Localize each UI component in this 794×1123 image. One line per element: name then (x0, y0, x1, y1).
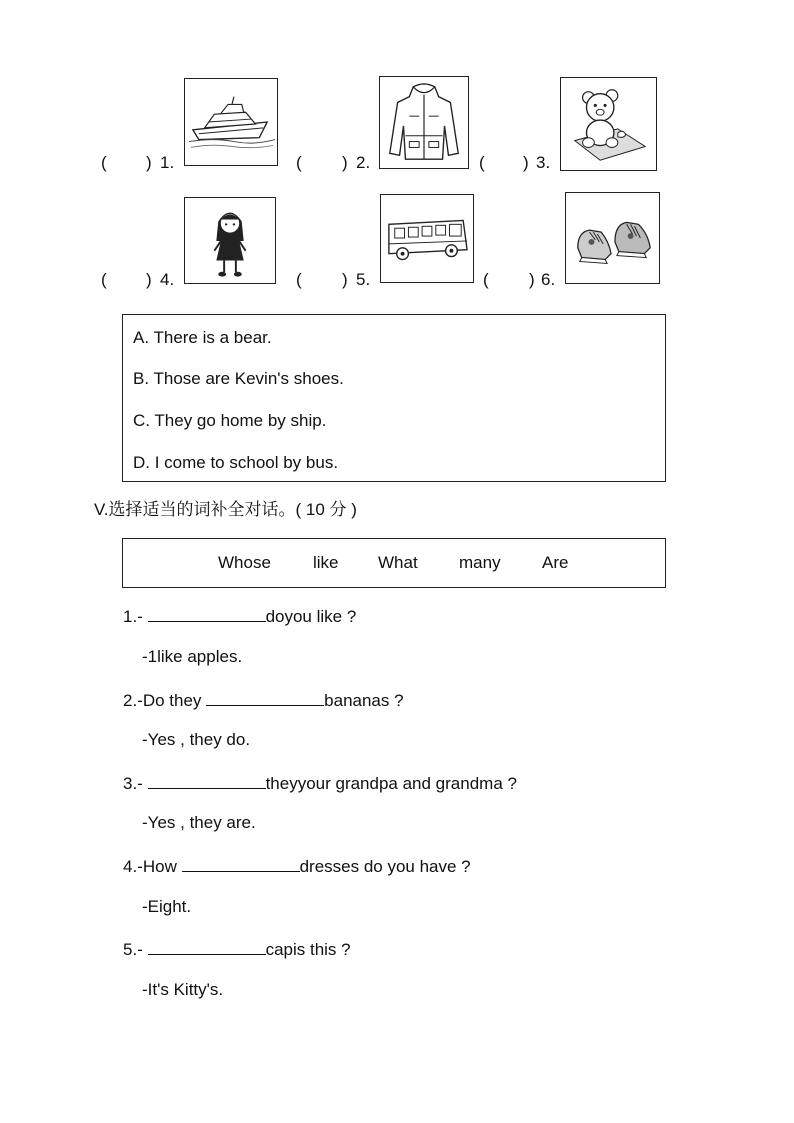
word-bank-item: Are (542, 553, 569, 572)
answer-4: -Eight. (142, 897, 192, 916)
answer-blank[interactable] (148, 772, 266, 789)
item-number: 1. (160, 153, 175, 172)
word-bank-item: What (378, 553, 418, 572)
option-d: D. I come to school by bus. (133, 453, 339, 472)
open-paren: ( (483, 270, 489, 289)
question-prefix: 1.- (123, 607, 148, 626)
close-paren: ) (342, 153, 348, 172)
word-bank-item: Whose (218, 553, 271, 572)
answer-blank[interactable] (148, 605, 266, 622)
jacket-icon (379, 76, 469, 169)
word-bank-item: many (459, 553, 501, 572)
shoes-icon (565, 192, 660, 284)
open-paren: ( (101, 153, 107, 172)
item-number: 6. (541, 270, 556, 289)
open-paren: ( (296, 270, 302, 289)
option-c: C. They go home by ship. (133, 411, 327, 430)
answer-2: -Yes , they do. (142, 730, 251, 749)
close-paren: ) (146, 270, 152, 289)
answer-5: -It's Kitty's. (142, 980, 224, 999)
word-bank-item: like (313, 553, 339, 572)
answer-1: -1like apples. (142, 647, 243, 666)
question-2 (123, 689, 404, 711)
open-paren: ( (296, 153, 302, 172)
question-suffix: doyou like ? (265, 607, 357, 626)
close-paren: ) (146, 153, 152, 172)
bus-icon (380, 194, 474, 283)
question-prefix: 2.-Do they (123, 691, 207, 710)
close-paren: ) (342, 270, 348, 289)
section-title: V.选择适当的词补全对话。( 10 分 ) (94, 500, 357, 519)
question-3 (123, 772, 517, 794)
girl-icon (184, 197, 276, 284)
item-number: 2. (356, 153, 371, 172)
question-suffix: theyyour grandpa and grandma ? (265, 774, 517, 793)
answer-3: -Yes , they are. (142, 813, 256, 832)
option-a: A. There is a bear. (133, 328, 272, 347)
open-paren: ( (101, 270, 107, 289)
item-number: 5. (356, 270, 371, 289)
question-suffix: capis this ? (265, 940, 351, 959)
question-suffix: bananas ? (324, 691, 404, 710)
option-b: B. Those are Kevin's shoes. (133, 369, 344, 388)
answer-blank[interactable] (148, 938, 266, 955)
question-prefix: 4.-How (123, 857, 182, 876)
question-1 (123, 605, 356, 627)
ship-icon (184, 78, 278, 166)
question-5 (123, 938, 351, 960)
question-suffix: dresses do you have ? (299, 857, 471, 876)
question-prefix: 5.- (123, 940, 148, 959)
open-paren: ( (479, 153, 485, 172)
close-paren: ) (529, 270, 535, 289)
teddy-bear-icon (560, 77, 657, 171)
question-prefix: 3.- (123, 774, 148, 793)
item-number: 3. (536, 153, 551, 172)
close-paren: ) (523, 153, 529, 172)
answer-blank[interactable] (182, 855, 300, 872)
question-4 (123, 855, 471, 877)
item-number: 4. (160, 270, 175, 289)
answer-blank[interactable] (206, 689, 324, 706)
